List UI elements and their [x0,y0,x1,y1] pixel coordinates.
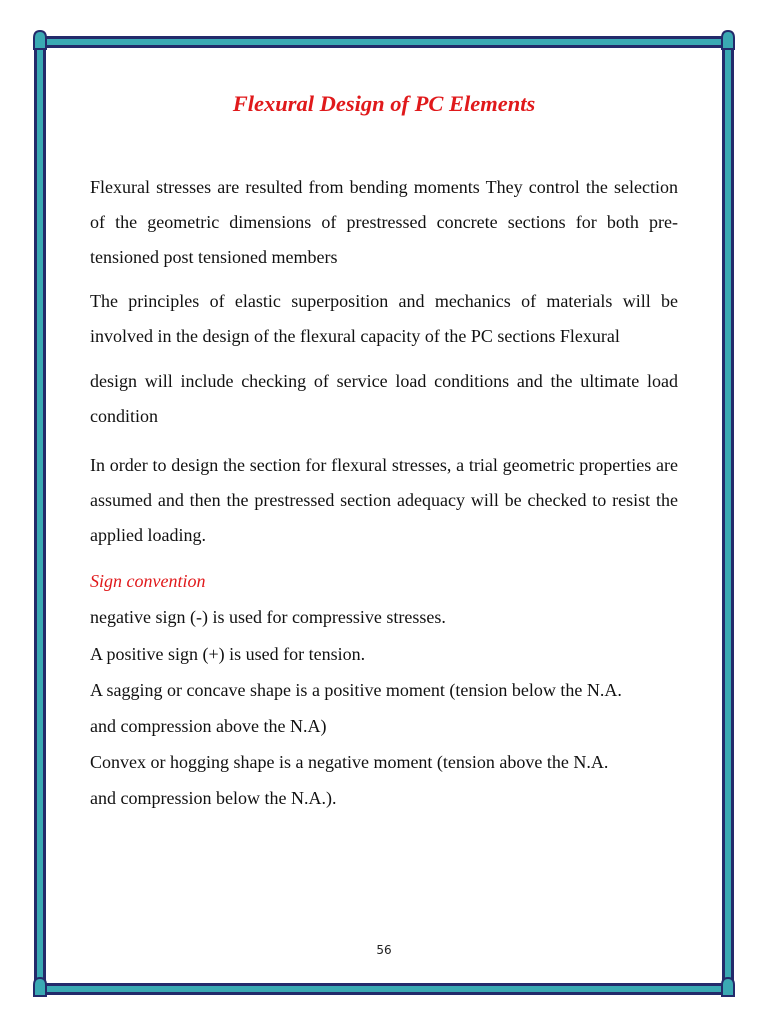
border-right [722,42,734,990]
corner-ornament-icon [721,30,735,50]
paragraph-2-part-2: design will include checking of service load conditions and the ultimate load condition [90,371,678,426]
corner-ornament-icon [33,977,47,997]
section-heading-sign-convention: Sign convention [90,571,206,591]
border-left [34,42,46,990]
sign-convention-line-2: A positive sign (+) is used for tension. [90,644,366,664]
paragraph-3: In order to design the section for flexural stresses, a trial geometric properties are assumed and then the prestressed section adequacy will be checked to resist the applied loading. [90,455,678,545]
paragraph-2 [90,284,678,434]
border-bottom [38,983,730,995]
page-title: Flexural Design of PC Elements [232,91,536,116]
paragraph-2-part-1: The principles of elastic superposition and mechanics of materials will be involved in the design of the flexural capacity of the PC sections Flexural [90,291,678,346]
corner-ornament-icon [721,977,735,997]
border-top [38,36,730,48]
corner-ornament-icon [33,30,47,50]
paragraph-1: Flexural stresses are resulted from bending moments They control the selection of the geometric dimensions of prestressed concrete sections for both pre-tensioned post tensioned members [90,177,678,267]
sign-convention-line-1: negative sign (-) is used for compressive stresses. [90,607,446,627]
page-number: 56 [376,943,392,957]
sign-convention-line-4: and compression above the N.A) [90,716,327,736]
sign-convention-line-3: A sagging or concave shape is a positive moment (tension below the N.A. [90,680,622,700]
sign-convention-line-6: and compression below the N.A.). [90,788,337,808]
sign-convention-line-5: Convex or hogging shape is a negative moment (tension above the N.A. [90,752,609,772]
